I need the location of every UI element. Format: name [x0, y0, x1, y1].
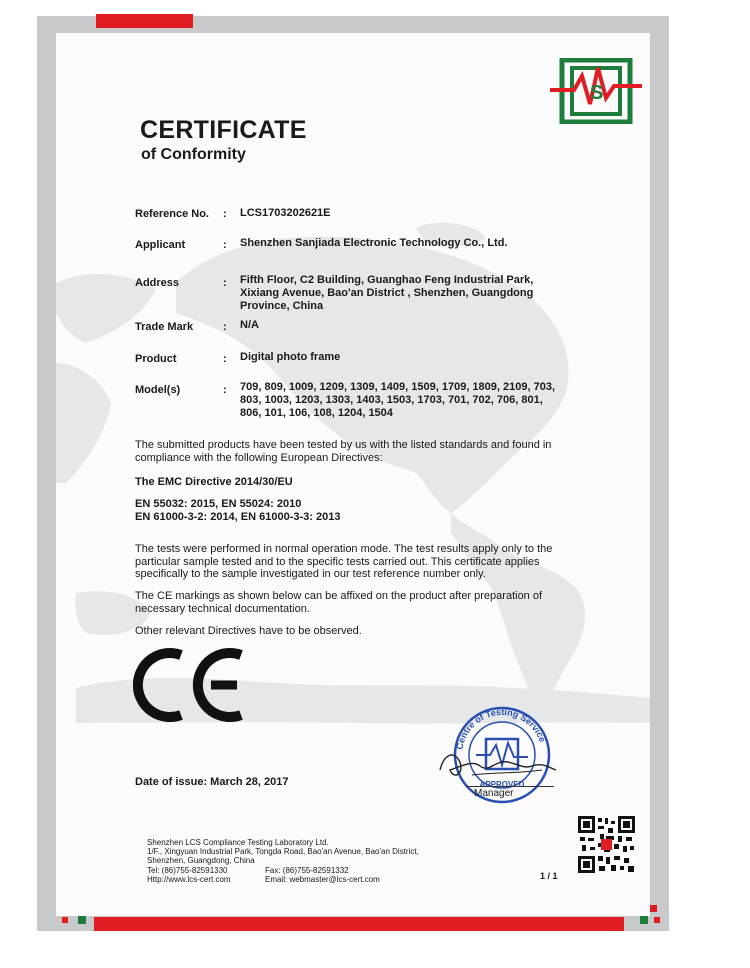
- tests-paragraph: The tests were performed in normal operation mode. The test results apply only to the particular sample tested and to the specific tests carried out. This certificate applies specifically to the sample investigated in our test reference number only.: [135, 543, 553, 580]
- footer-lab-name: Shenzhen LCS Compliance Testing Laboratory Ltd.: [147, 838, 329, 847]
- certificate-title: CERTIFICATE: [140, 116, 307, 144]
- field-label-reference: Reference No.: [135, 208, 209, 220]
- manager-signature: [432, 740, 562, 790]
- field-value-applicant: Shenzhen Sanjiada Electronic Technology Co., Ltd.: [240, 237, 508, 249]
- field-value-reference: LCS1703202621E: [240, 207, 331, 219]
- certificate-subtitle: of Conformity: [141, 146, 246, 163]
- standards-line-1: EN 55032: 2015, EN 55024: 2010: [135, 498, 302, 510]
- footer-fax: Fax: (86)755-82591332: [265, 866, 349, 875]
- field-value-product: Digital photo frame: [240, 351, 341, 363]
- ce-note-paragraph: The CE markings as shown below can be affixed on the product after preparation of necessary technical documentation.: [135, 590, 543, 615]
- field-label-models: Model(s): [135, 384, 181, 396]
- field-label-trademark: Trade Mark: [135, 321, 194, 333]
- intro-paragraph: The submitted products have been tested by us with the listed standards and found in compliance with the following European Directives:: [135, 439, 552, 464]
- signature-line: [466, 786, 554, 787]
- field-colon: :: [223, 353, 227, 365]
- other-directives-paragraph: Other relevant Directives have to be observed.: [135, 625, 362, 637]
- footer-address-1: 1/F., Xingyuan Industrial Park, Tongda Road, Bao'an Avenue, Bao'an District,: [147, 847, 419, 856]
- bottom-red-bar: [94, 917, 624, 931]
- field-colon: :: [223, 277, 227, 289]
- footer-email: Email: webmaster@lcs-cert.com: [265, 875, 380, 884]
- ce-mark-icon: [133, 647, 245, 723]
- top-red-bar: [96, 14, 193, 28]
- lcs-logo: [550, 58, 642, 124]
- stamp-ring-text: Centre of Testing Service: [454, 706, 548, 751]
- svg-text:S: S: [590, 82, 604, 104]
- field-label-product: Product: [135, 353, 177, 365]
- field-colon: :: [223, 384, 227, 396]
- directive-line: The EMC Directive 2014/30/EU: [135, 476, 293, 488]
- manager-label: Manager: [474, 788, 514, 799]
- field-colon: :: [223, 208, 227, 220]
- stamp-approved-text: APPROVED: [479, 780, 525, 789]
- standards-line-2: EN 61000-3-2: 2014, EN 61000-3-3: 2013: [135, 511, 341, 523]
- page-number: 1 / 1: [540, 871, 558, 881]
- field-value-models: 709, 809, 1009, 1209, 1309, 1409, 1509, 1709, 1809, 2109, 703, 803, 1003, 1203, 1303, 1403, 1503, 1703, 701, 702, 706, 801, 806, 101, 106, 108, 1204, 1504: [240, 381, 556, 419]
- field-value-address: Fifth Floor, C2 Building, Guanghao Feng Industrial Park, Xixiang Avenue, Bao'an District , Shenzhen, Guangdong Province, China: [240, 274, 534, 312]
- field-colon: :: [223, 239, 227, 251]
- qr-code: [578, 816, 635, 873]
- field-colon: :: [223, 321, 227, 333]
- footer-tel: Tel: (86)755-82591330: [147, 866, 228, 875]
- footer-address-2: Shenzhen, Guangdong, China: [147, 856, 255, 865]
- field-label-address: Address: [135, 277, 180, 289]
- footer-website: Http://www.lcs-cert.com: [147, 875, 231, 884]
- date-of-issue: Date of issue: March 28, 2017: [135, 776, 289, 788]
- field-label-applicant: Applicant: [135, 239, 186, 251]
- field-value-trademark: N/A: [240, 319, 259, 331]
